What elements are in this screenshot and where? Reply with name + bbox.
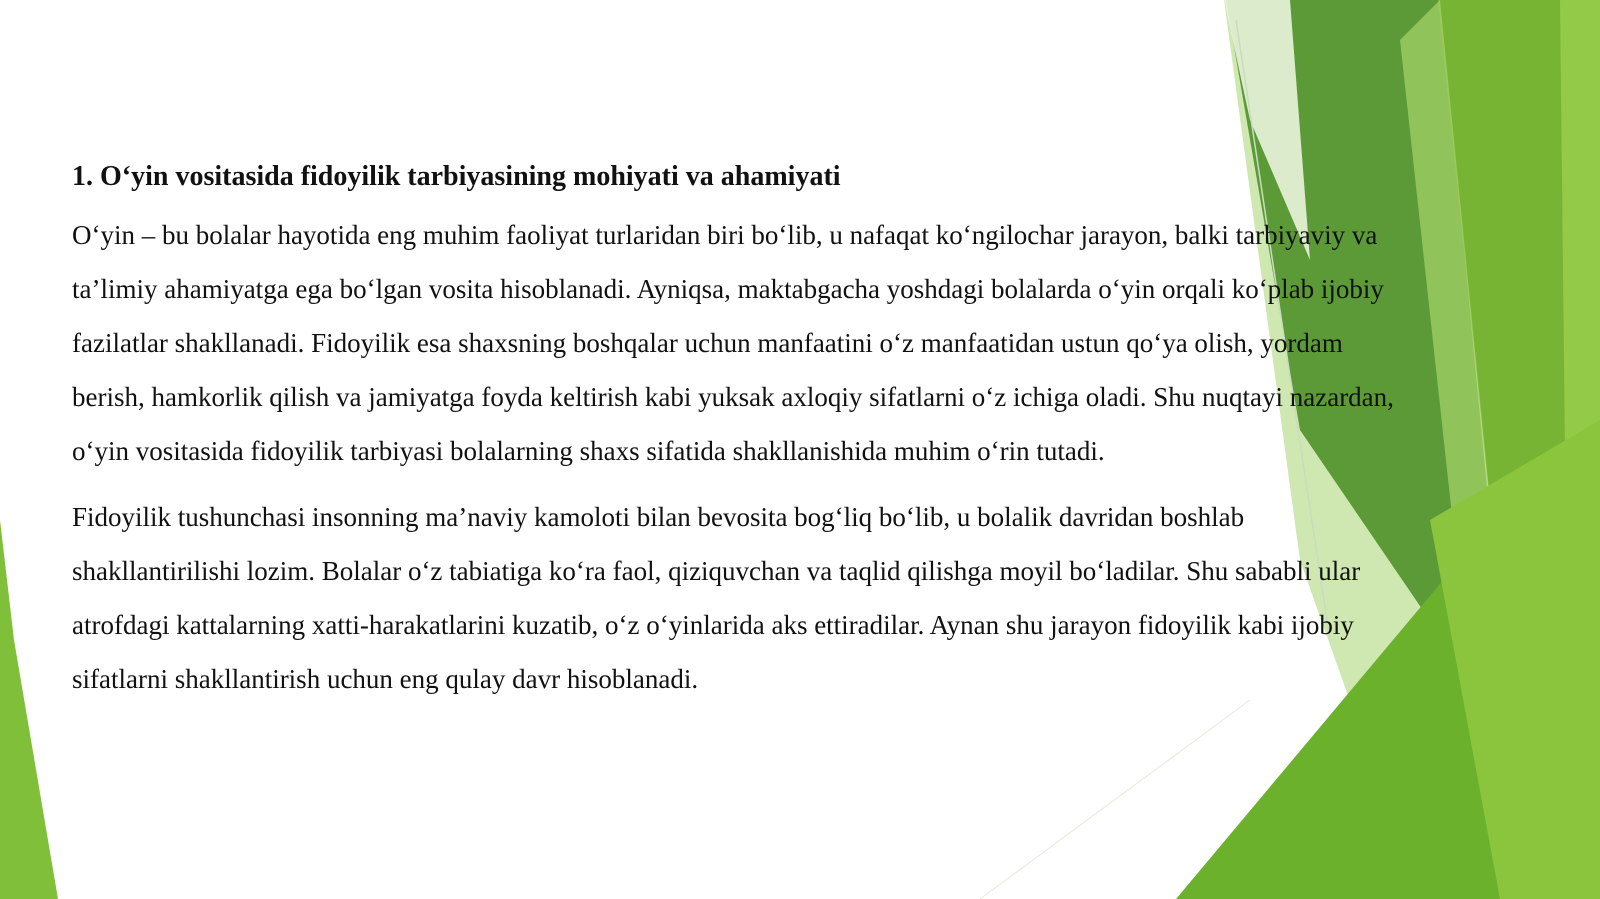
left-green-sliver [0,520,58,899]
slide-content [72,152,1402,718]
slide-heading: 1. O‘yin vositasida fidoyilik tarbiyasining mohiyati va ahamiyati [72,161,841,192]
paragraph-1: O‘yin – bu bolalar hayotida eng muhim faoliyat turlaridan biri bo‘lib, u nafaqat ko‘ngilochar jarayon, balki tarbiyaviy va ta’limiy ahamiyatga ega bo‘lgan vosita hisoblanadi. Ayniqsa, maktabgacha yoshdagi bolalarda o‘yin orqali ko‘plab ijobiy fazilatlar shakllanadi. Fidoyilik esa shaxsning boshqalar uchun manfaatini o‘z manfaatidan ustun qo‘ya olish, yordam berish, hamkorlik qilish va jamiyatga foyda keltirish kabi yuksak axloqiy sifatlarni o‘z ichiga oladi. Shu nuqtayi nazardan, o‘yin vositasida fidoyilik tarbiyasi bolalarning shaxs sifatida shakllanishida muhim o‘rin tutadi. [72,220,1394,466]
paragraph-2: Fidoyilik tushunchasi insonning ma’naviy kamoloti bilan bevosita bog‘liq bo‘lib, u bolalik davridan boshlab shakllantirilishi lozim. Bolalar o‘z tabiatiga ko‘ra faol, qiziquvchan va taqlid qilishga moyil bo‘ladilar. Shu sababli ular atrofdagi kattalarning xatti-harakatlarini kuzatib, o‘z o‘yinlarida aks ettiradilar. Aynan shu jarayon fidoyilik kabi ijobiy sifatlarni shakllantirish uchun eng qulay davr hisoblanadi. [72,502,1361,694]
